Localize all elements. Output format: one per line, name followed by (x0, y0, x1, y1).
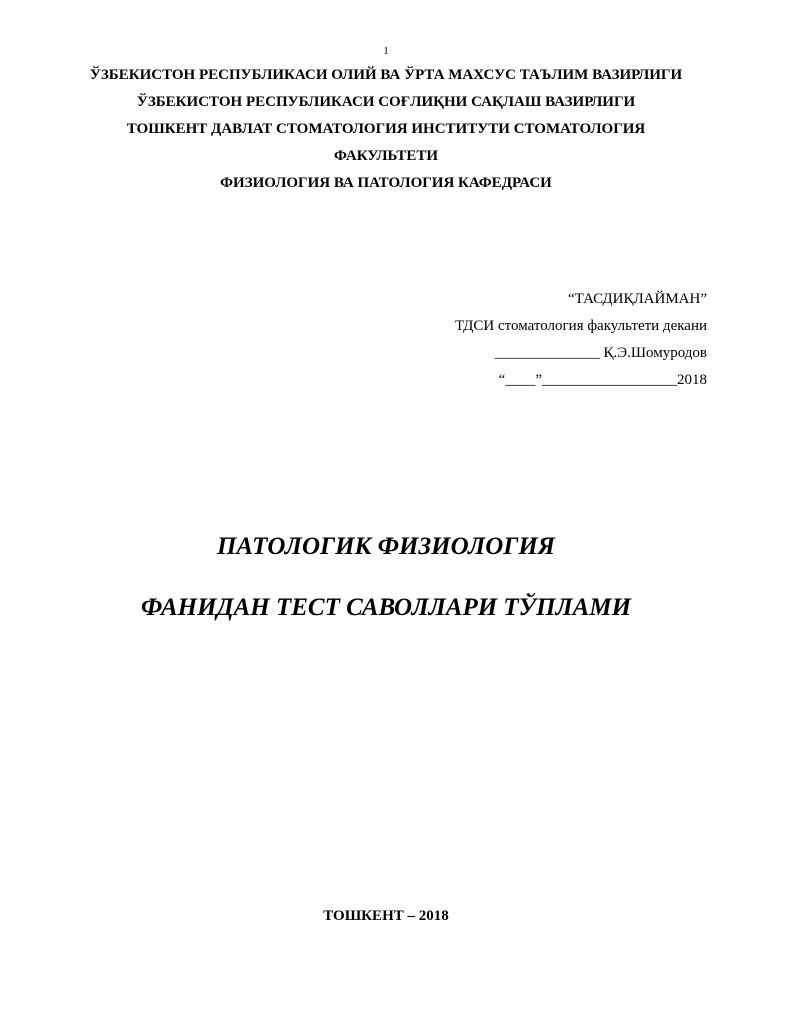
ministry-higher-education-line: ЎЗБЕКИСТОН РЕСПУБЛИКАСИ ОЛИЙ ВА ЎРТА МАХСУС ТАЪЛИМ ВАЗИРЛИГИ (89, 67, 683, 83)
approval-signature-line: ______________ Қ.Э.Шомуродов (494, 345, 707, 361)
approval-heading: “ТАСДИҚЛАЙМАН” (568, 291, 707, 307)
ministry-health-line: ЎЗБЕКИСТОН РЕСПУБЛИКАСИ СОҒЛИҚНИ САҚЛАШ ВАЗИРЛИГИ (136, 94, 636, 110)
institute-line: ТОШКЕНТ ДАВЛАТ СТОМАТОЛОГИЯ ИНСТИТУТИ СТОМАТОЛОГИЯ (126, 121, 646, 137)
faculty-line: ФАКУЛЬТЕТИ (333, 148, 439, 164)
institution-header (0, 62, 772, 197)
approval-date-line: “____”__________________2018 (498, 372, 707, 388)
document-title-line-1: ПАТОЛОГИК ФИЗИОЛОГИЯ (216, 533, 556, 560)
department-line: ФИЗИОЛОГИЯ ВА ПАТОЛОГИЯ КАФЕДРАСИ (220, 175, 552, 191)
footer-city-year: ТОШКЕНТ – 2018 (323, 908, 449, 924)
approval-position: ТДСИ стоматология факультети декани (454, 318, 707, 334)
approval-block (455, 286, 707, 394)
page-number: 1 (383, 45, 389, 57)
document-title-line-2: ФАНИДАН ТЕСТ САВОЛЛАРИ ТЎПЛАМИ (140, 594, 632, 621)
